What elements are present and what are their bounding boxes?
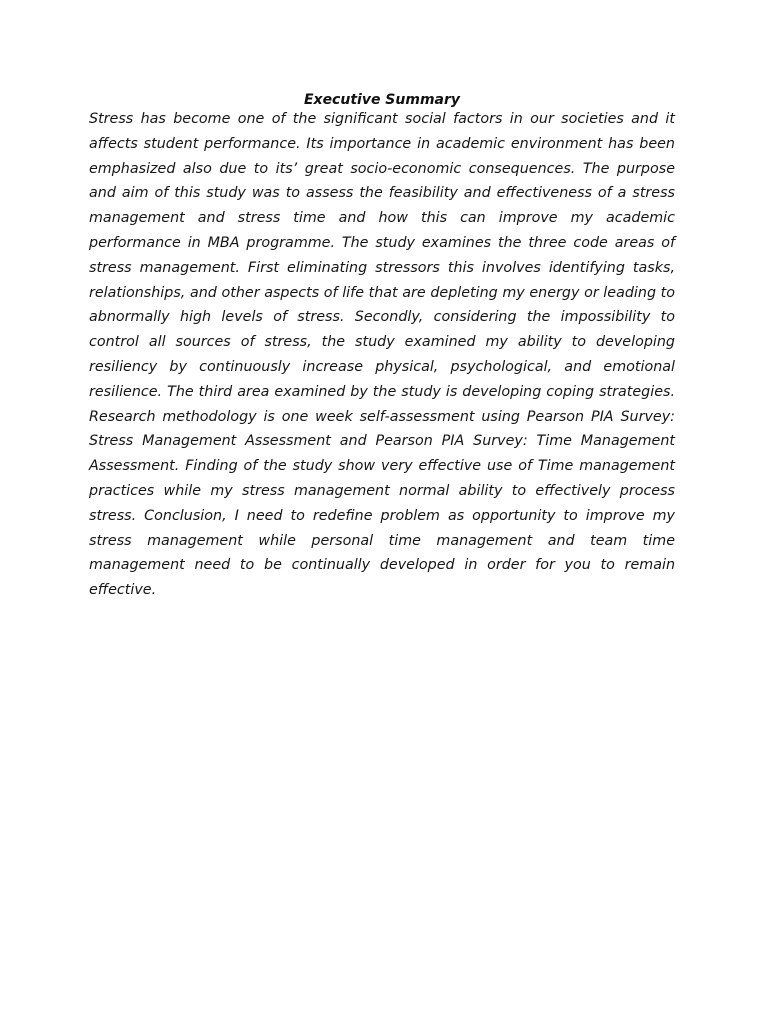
section-title: Executive Summary bbox=[303, 92, 461, 108]
executive-summary-section bbox=[89, 90, 675, 603]
summary-paragraph: Stress has become one of the significant social factors in our societies and it affects student performance. Its importance in academic environment has been emphasized also due to its’ great socio-economic consequences. The purpose and aim of this study was to assess the feasibility and effectiveness of a stress management and stress time and how this can improve my academic performance in MBA programme. The study examines the three code areas of stress management. First eliminating stressors this involves identifying tasks, relationships, and other aspects of life that are depleting my energy or leading to abnormally high levels of stress. Secondly, considering the impossibility to control all sources of stress, the study examined my ability to developing resiliency by continuously increase physical, psychological, and emotional resilience. The third area examined by the study is developing coping strategies. Research methodology is one week self-assessment using Pearson PIA Survey: Stress Management Assessment and Pearson PIA Survey: Time Management Assessment. Finding of the study show very effective use of Time management practices while my stress management normal ability to effectively process stress. Conclusion, I need to redefine problem as opportunity to improve my stress management while personal time management and team time management need to be continually developed in order for you to remain effective. bbox=[89, 111, 675, 599]
